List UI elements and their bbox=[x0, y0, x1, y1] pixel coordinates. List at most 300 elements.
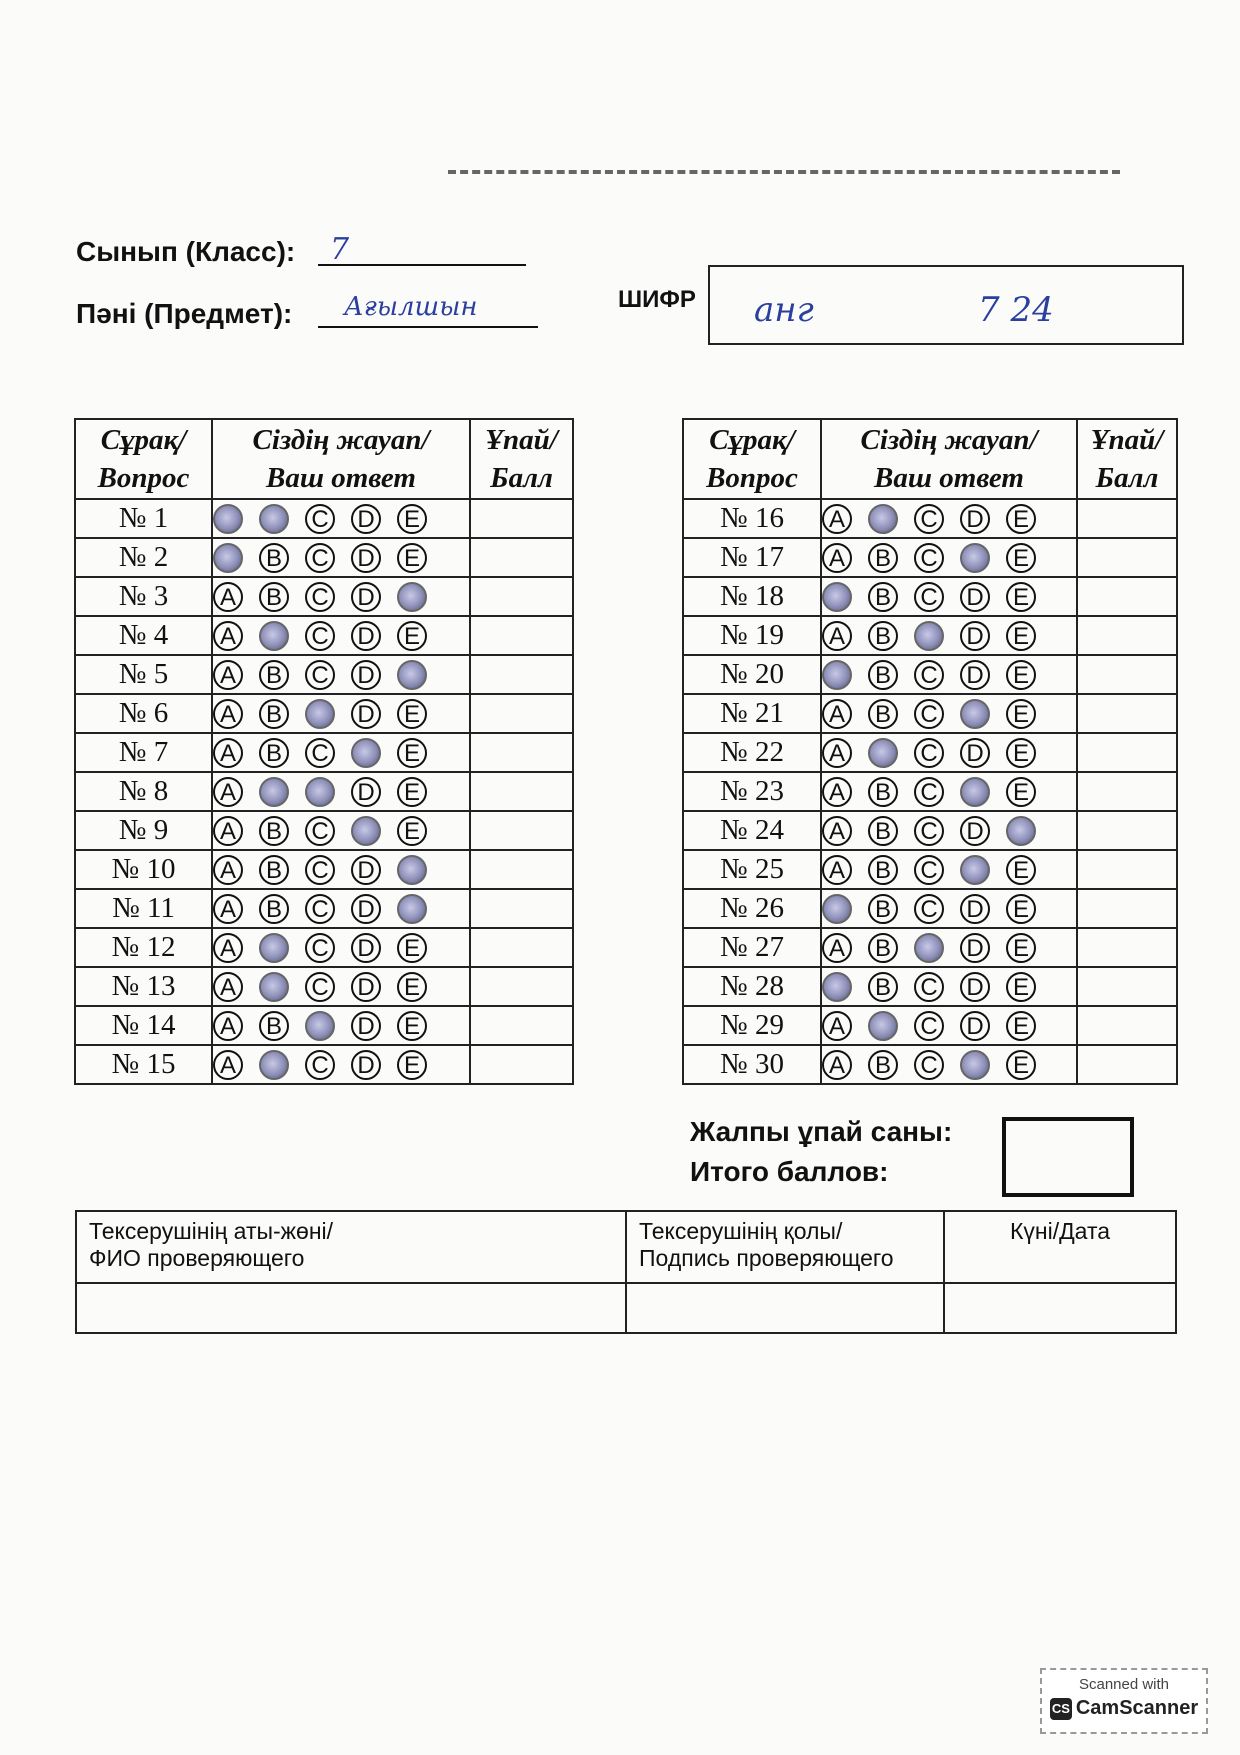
question-number: № 19 bbox=[683, 616, 821, 655]
answer-options bbox=[821, 889, 1077, 928]
answer-bubble-e[interactable] bbox=[1006, 816, 1036, 846]
question-number: № 29 bbox=[683, 1006, 821, 1045]
answer-bubble-d[interactable]: D bbox=[960, 933, 990, 963]
answer-bubble-c[interactable]: C bbox=[914, 1011, 944, 1041]
answer-options bbox=[212, 616, 470, 655]
answer-bubble-c[interactable] bbox=[305, 777, 335, 807]
answer-bubble-d[interactable]: D bbox=[351, 894, 381, 924]
answer-bubble-e[interactable]: E bbox=[397, 1050, 427, 1080]
answer-bubble-d[interactable]: D bbox=[960, 738, 990, 768]
answer-bubble-c[interactable]: C bbox=[305, 504, 335, 534]
total-score-box[interactable] bbox=[1002, 1117, 1134, 1197]
answer-bubble-a[interactable]: A bbox=[213, 1011, 243, 1041]
answer-bubble-c[interactable]: C bbox=[305, 816, 335, 846]
camscanner-logo-icon: CS bbox=[1050, 1698, 1072, 1720]
score-cell[interactable] bbox=[1077, 889, 1177, 928]
subject-value[interactable]: Ағылшын bbox=[344, 292, 478, 322]
score-cell[interactable] bbox=[470, 577, 573, 616]
answer-bubble-b[interactable]: B bbox=[868, 660, 898, 690]
stamp-line1: Scanned with bbox=[1078, 1676, 1170, 1693]
answer-bubble-a[interactable]: A bbox=[213, 738, 243, 768]
answer-row bbox=[683, 499, 1177, 538]
answer-bubble-c[interactable]: C bbox=[305, 1050, 335, 1080]
answer-row bbox=[75, 655, 573, 694]
answer-bubble-b[interactable] bbox=[259, 972, 289, 1002]
answer-bubble-b[interactable]: B bbox=[868, 816, 898, 846]
question-number: № 12 bbox=[75, 928, 212, 967]
score-cell[interactable] bbox=[470, 1045, 573, 1084]
answer-bubble-b[interactable]: B bbox=[868, 621, 898, 651]
answer-bubble-e[interactable]: E bbox=[1006, 972, 1036, 1002]
answer-options bbox=[821, 577, 1077, 616]
answer-row bbox=[75, 1006, 573, 1045]
col-header-score: Ұпай/ Балл bbox=[1077, 419, 1177, 499]
answer-bubble-b[interactable]: B bbox=[868, 582, 898, 612]
subject-line bbox=[318, 326, 538, 328]
score-cell[interactable] bbox=[1077, 577, 1177, 616]
answer-bubble-d[interactable]: D bbox=[351, 504, 381, 534]
score-cell[interactable] bbox=[1077, 850, 1177, 889]
answer-bubble-a[interactable]: A bbox=[213, 777, 243, 807]
answer-bubble-b[interactable] bbox=[259, 933, 289, 963]
answer-bubble-e[interactable]: E bbox=[1006, 621, 1036, 651]
answer-bubble-b[interactable]: B bbox=[259, 855, 289, 885]
question-number: № 23 bbox=[683, 772, 821, 811]
answer-bubble-e[interactable]: E bbox=[1006, 1050, 1036, 1080]
question-number: № 8 bbox=[75, 772, 212, 811]
answer-bubble-e[interactable]: E bbox=[1006, 660, 1036, 690]
answer-bubble-c[interactable]: C bbox=[914, 816, 944, 846]
answer-bubble-d[interactable]: D bbox=[960, 816, 990, 846]
answer-bubble-a[interactable]: A bbox=[822, 1050, 852, 1080]
answer-bubble-d[interactable]: D bbox=[351, 699, 381, 729]
cipher-value-1: анг bbox=[754, 290, 814, 330]
answer-options bbox=[212, 1045, 470, 1084]
answer-bubble-c[interactable]: C bbox=[914, 582, 944, 612]
score-cell[interactable] bbox=[470, 811, 573, 850]
question-number: № 22 bbox=[683, 733, 821, 772]
score-cell[interactable] bbox=[470, 499, 573, 538]
checker-table bbox=[75, 1210, 1177, 1334]
answer-bubble-b[interactable] bbox=[868, 1011, 898, 1041]
answer-bubble-e[interactable]: E bbox=[397, 933, 427, 963]
answer-bubble-b[interactable]: B bbox=[259, 582, 289, 612]
answer-bubble-e[interactable]: E bbox=[1006, 699, 1036, 729]
answer-bubble-e[interactable] bbox=[397, 660, 427, 690]
score-cell[interactable] bbox=[1077, 967, 1177, 1006]
answer-bubble-e[interactable]: E bbox=[1006, 543, 1036, 573]
total-label-ru: Итого баллов: bbox=[690, 1156, 889, 1187]
answer-bubble-b[interactable]: B bbox=[259, 738, 289, 768]
answer-bubble-b[interactable] bbox=[868, 504, 898, 534]
answer-row bbox=[683, 538, 1177, 577]
answer-bubble-d[interactable] bbox=[351, 816, 381, 846]
answer-options bbox=[212, 928, 470, 967]
answer-bubble-e[interactable]: E bbox=[1006, 1011, 1036, 1041]
answer-bubble-d[interactable] bbox=[960, 1050, 990, 1080]
answer-bubble-a[interactable]: A bbox=[822, 543, 852, 573]
answer-bubble-d[interactable]: D bbox=[351, 582, 381, 612]
answer-bubble-c[interactable]: C bbox=[914, 972, 944, 1002]
answer-options bbox=[212, 655, 470, 694]
answer-bubble-e[interactable]: E bbox=[397, 972, 427, 1002]
answer-bubble-b[interactable] bbox=[259, 621, 289, 651]
answer-bubble-c[interactable]: C bbox=[914, 894, 944, 924]
answer-bubble-c[interactable] bbox=[305, 699, 335, 729]
answer-bubble-b[interactable]: B bbox=[868, 933, 898, 963]
camscanner-stamp bbox=[1040, 1668, 1208, 1734]
checker-date-header: Күні/Дата bbox=[944, 1211, 1176, 1283]
score-cell[interactable] bbox=[1077, 1006, 1177, 1045]
score-cell[interactable] bbox=[1077, 694, 1177, 733]
question-number: № 10 bbox=[75, 850, 212, 889]
answer-bubble-c[interactable]: C bbox=[914, 777, 944, 807]
answer-bubble-c[interactable]: C bbox=[914, 1050, 944, 1080]
answer-row bbox=[683, 694, 1177, 733]
score-cell[interactable] bbox=[1077, 733, 1177, 772]
answer-bubble-a[interactable] bbox=[822, 894, 852, 924]
answer-bubble-c[interactable]: C bbox=[914, 738, 944, 768]
answer-options bbox=[212, 538, 470, 577]
score-cell[interactable] bbox=[1077, 928, 1177, 967]
answer-row bbox=[75, 499, 573, 538]
answer-row bbox=[683, 772, 1177, 811]
score-cell[interactable] bbox=[1077, 616, 1177, 655]
checker-signature-header: Тексерушінің қолы/ Подпись проверяющего bbox=[626, 1211, 944, 1283]
answer-options bbox=[821, 928, 1077, 967]
answer-bubble-d[interactable]: D bbox=[351, 933, 381, 963]
answer-bubble-e[interactable] bbox=[397, 582, 427, 612]
answer-bubble-a[interactable]: A bbox=[213, 1050, 243, 1080]
checker-signature-cell[interactable] bbox=[626, 1283, 944, 1333]
answer-row bbox=[683, 733, 1177, 772]
question-number: № 3 bbox=[75, 577, 212, 616]
answer-bubble-a[interactable]: A bbox=[213, 855, 243, 885]
answer-options bbox=[821, 1045, 1077, 1084]
answer-bubble-a[interactable] bbox=[822, 972, 852, 1002]
question-number: № 7 bbox=[75, 733, 212, 772]
answer-row bbox=[75, 889, 573, 928]
stamp-line2: CS CamScanner bbox=[1051, 1697, 1199, 1719]
score-cell[interactable] bbox=[470, 694, 573, 733]
answer-bubble-d[interactable]: D bbox=[351, 543, 381, 573]
answer-bubble-c[interactable]: C bbox=[914, 543, 944, 573]
answer-bubble-b[interactable] bbox=[259, 777, 289, 807]
answer-bubble-e[interactable]: E bbox=[397, 816, 427, 846]
answer-options bbox=[212, 811, 470, 850]
score-cell[interactable] bbox=[470, 616, 573, 655]
answer-bubble-c[interactable]: C bbox=[305, 933, 335, 963]
question-number: № 15 bbox=[75, 1045, 212, 1084]
answer-bubble-b[interactable]: B bbox=[259, 543, 289, 573]
answer-bubble-d[interactable] bbox=[351, 738, 381, 768]
answer-row bbox=[75, 538, 573, 577]
answer-row bbox=[75, 811, 573, 850]
answer-bubble-d[interactable]: D bbox=[960, 972, 990, 1002]
answer-bubble-a[interactable]: A bbox=[213, 582, 243, 612]
answer-bubble-a[interactable]: A bbox=[822, 1011, 852, 1041]
answer-options bbox=[821, 616, 1077, 655]
answer-bubble-c[interactable] bbox=[914, 933, 944, 963]
answer-row bbox=[683, 811, 1177, 850]
answer-bubble-a[interactable]: A bbox=[822, 504, 852, 534]
answer-bubble-b[interactable] bbox=[868, 738, 898, 768]
answer-bubble-c[interactable]: C bbox=[914, 660, 944, 690]
answer-bubble-c[interactable] bbox=[914, 621, 944, 651]
score-cell[interactable] bbox=[470, 928, 573, 967]
score-cell[interactable] bbox=[1077, 1045, 1177, 1084]
answer-options bbox=[212, 733, 470, 772]
answer-bubble-a[interactable]: A bbox=[822, 933, 852, 963]
checker-name-header: Тексерушінің аты-жөні/ ФИО проверяющего bbox=[76, 1211, 626, 1283]
question-number: № 1 bbox=[75, 499, 212, 538]
answer-bubble-e[interactable]: E bbox=[397, 777, 427, 807]
answer-row bbox=[683, 616, 1177, 655]
col-header-question: Сұрақ/ Вопрос bbox=[75, 419, 212, 499]
question-number: № 11 bbox=[75, 889, 212, 928]
question-number: № 5 bbox=[75, 655, 212, 694]
answer-bubble-c[interactable]: C bbox=[305, 660, 335, 690]
answer-bubble-d[interactable]: D bbox=[960, 660, 990, 690]
answer-options bbox=[212, 772, 470, 811]
answer-bubble-a[interactable]: A bbox=[213, 621, 243, 651]
answer-bubble-e[interactable]: E bbox=[1006, 738, 1036, 768]
answer-options bbox=[212, 889, 470, 928]
answer-bubble-e[interactable]: E bbox=[397, 621, 427, 651]
answer-row bbox=[75, 967, 573, 1006]
answer-row bbox=[75, 733, 573, 772]
answer-bubble-a[interactable]: A bbox=[213, 972, 243, 1002]
answer-bubble-e[interactable]: E bbox=[397, 504, 427, 534]
class-label: Сынып (Класс): bbox=[76, 236, 296, 267]
answer-bubble-e[interactable]: E bbox=[1006, 894, 1036, 924]
answer-bubble-c[interactable]: C bbox=[305, 621, 335, 651]
answer-row bbox=[75, 694, 573, 733]
question-number: № 16 bbox=[683, 499, 821, 538]
class-line bbox=[318, 264, 526, 266]
answer-bubble-d[interactable]: D bbox=[960, 894, 990, 924]
answer-bubble-a[interactable]: A bbox=[213, 816, 243, 846]
question-number: № 28 bbox=[683, 967, 821, 1006]
answer-bubble-d[interactable]: D bbox=[351, 660, 381, 690]
score-cell[interactable] bbox=[1077, 499, 1177, 538]
answer-bubble-a[interactable]: A bbox=[822, 699, 852, 729]
answer-bubble-b[interactable]: B bbox=[259, 816, 289, 846]
answer-bubble-b[interactable]: B bbox=[259, 699, 289, 729]
answer-bubble-a[interactable]: A bbox=[822, 816, 852, 846]
answer-bubble-a[interactable]: A bbox=[822, 777, 852, 807]
answer-bubble-c[interactable]: C bbox=[914, 855, 944, 885]
question-number: № 13 bbox=[75, 967, 212, 1006]
answer-bubble-d[interactable]: D bbox=[351, 777, 381, 807]
answer-row bbox=[683, 577, 1177, 616]
score-cell[interactable] bbox=[470, 772, 573, 811]
answer-bubble-c[interactable]: C bbox=[305, 894, 335, 924]
score-cell[interactable] bbox=[470, 1006, 573, 1045]
answer-bubble-e[interactable]: E bbox=[1006, 855, 1036, 885]
answer-row bbox=[75, 577, 573, 616]
answer-bubble-c[interactable] bbox=[305, 1011, 335, 1041]
answer-options bbox=[821, 733, 1077, 772]
answer-bubble-a[interactable] bbox=[822, 660, 852, 690]
answer-table-right bbox=[682, 418, 1178, 1085]
answer-row bbox=[683, 655, 1177, 694]
col-header-score: Ұпай/ Балл bbox=[470, 419, 573, 499]
answer-bubble-b[interactable] bbox=[259, 504, 289, 534]
answer-bubble-d[interactable] bbox=[960, 777, 990, 807]
answer-bubble-a[interactable] bbox=[213, 543, 243, 573]
answer-options bbox=[821, 967, 1077, 1006]
answer-row bbox=[683, 889, 1177, 928]
answer-bubble-b[interactable]: B bbox=[868, 543, 898, 573]
answer-bubble-b[interactable]: B bbox=[868, 699, 898, 729]
question-number: № 25 bbox=[683, 850, 821, 889]
answer-options bbox=[821, 772, 1077, 811]
answer-bubble-a[interactable]: A bbox=[213, 660, 243, 690]
answer-bubble-c[interactable]: C bbox=[305, 972, 335, 1002]
answer-bubble-d[interactable]: D bbox=[351, 1050, 381, 1080]
answer-bubble-e[interactable]: E bbox=[397, 543, 427, 573]
answer-bubble-e[interactable]: E bbox=[397, 699, 427, 729]
answer-bubble-e[interactable] bbox=[397, 894, 427, 924]
answer-bubble-c[interactable]: C bbox=[914, 504, 944, 534]
answer-bubble-b[interactable] bbox=[259, 1050, 289, 1080]
answer-row bbox=[683, 1045, 1177, 1084]
answer-bubble-e[interactable]: E bbox=[397, 738, 427, 768]
answer-bubble-b[interactable]: B bbox=[259, 660, 289, 690]
answer-options bbox=[821, 655, 1077, 694]
score-cell[interactable] bbox=[1077, 772, 1177, 811]
answer-bubble-b[interactable]: B bbox=[259, 894, 289, 924]
answer-bubble-b[interactable]: B bbox=[868, 777, 898, 807]
answer-bubble-c[interactable]: C bbox=[914, 699, 944, 729]
question-number: № 2 bbox=[75, 538, 212, 577]
answer-bubble-a[interactable] bbox=[822, 582, 852, 612]
class-value[interactable]: 7 bbox=[330, 232, 350, 267]
answer-options bbox=[821, 850, 1077, 889]
answer-row bbox=[683, 1006, 1177, 1045]
question-number: № 6 bbox=[75, 694, 212, 733]
total-label-kz: Жалпы ұпай саны: bbox=[690, 1116, 953, 1147]
answer-row bbox=[75, 772, 573, 811]
answer-row bbox=[683, 928, 1177, 967]
answer-bubble-d[interactable] bbox=[960, 699, 990, 729]
answer-options bbox=[212, 1006, 470, 1045]
answer-table-left bbox=[74, 418, 574, 1085]
answer-bubble-d[interactable]: D bbox=[960, 504, 990, 534]
score-cell[interactable] bbox=[1077, 811, 1177, 850]
answer-bubble-d[interactable]: D bbox=[960, 621, 990, 651]
answer-bubble-c[interactable]: C bbox=[305, 582, 335, 612]
answer-options bbox=[212, 850, 470, 889]
answer-bubble-d[interactable] bbox=[960, 543, 990, 573]
cipher-value-2: 7 24 bbox=[978, 290, 1054, 330]
answer-options bbox=[212, 967, 470, 1006]
question-number: № 20 bbox=[683, 655, 821, 694]
question-number: № 21 bbox=[683, 694, 821, 733]
score-cell[interactable] bbox=[470, 733, 573, 772]
answer-options bbox=[821, 694, 1077, 733]
question-number: № 27 bbox=[683, 928, 821, 967]
answer-bubble-d[interactable]: D bbox=[351, 972, 381, 1002]
answer-bubble-a[interactable]: A bbox=[822, 738, 852, 768]
answer-bubble-c[interactable]: C bbox=[305, 543, 335, 573]
answer-bubble-e[interactable]: E bbox=[1006, 933, 1036, 963]
answer-bubble-a[interactable]: A bbox=[213, 933, 243, 963]
cut-line bbox=[448, 170, 1120, 174]
col-header-answer: Сіздің жауап/ Ваш ответ bbox=[821, 419, 1077, 499]
answer-bubble-a[interactable] bbox=[213, 504, 243, 534]
score-cell[interactable] bbox=[470, 889, 573, 928]
answer-options bbox=[821, 538, 1077, 577]
question-number: № 9 bbox=[75, 811, 212, 850]
answer-bubble-d[interactable] bbox=[960, 855, 990, 885]
answer-row bbox=[75, 850, 573, 889]
answer-bubble-b[interactable]: B bbox=[259, 1011, 289, 1041]
score-cell[interactable] bbox=[470, 655, 573, 694]
answer-bubble-b[interactable]: B bbox=[868, 894, 898, 924]
answer-bubble-e[interactable]: E bbox=[1006, 582, 1036, 612]
answer-bubble-e[interactable]: E bbox=[397, 1011, 427, 1041]
answer-bubble-d[interactable]: D bbox=[960, 1011, 990, 1041]
answer-bubble-d[interactable]: D bbox=[351, 855, 381, 885]
answer-bubble-b[interactable]: B bbox=[868, 1050, 898, 1080]
answer-bubble-b[interactable]: B bbox=[868, 972, 898, 1002]
answer-row bbox=[683, 967, 1177, 1006]
col-header-answer: Сіздің жауап/ Ваш ответ bbox=[212, 419, 470, 499]
answer-bubble-e[interactable]: E bbox=[1006, 777, 1036, 807]
answer-bubble-a[interactable]: A bbox=[213, 699, 243, 729]
answer-bubble-c[interactable]: C bbox=[305, 738, 335, 768]
answer-row bbox=[683, 850, 1177, 889]
answer-options bbox=[212, 577, 470, 616]
question-number: № 26 bbox=[683, 889, 821, 928]
question-number: № 17 bbox=[683, 538, 821, 577]
answer-bubble-a[interactable]: A bbox=[213, 894, 243, 924]
answer-options bbox=[821, 811, 1077, 850]
question-number: № 14 bbox=[75, 1006, 212, 1045]
question-number: № 4 bbox=[75, 616, 212, 655]
score-cell[interactable] bbox=[1077, 538, 1177, 577]
score-cell[interactable] bbox=[470, 967, 573, 1006]
answer-row bbox=[75, 616, 573, 655]
checker-name-cell[interactable] bbox=[76, 1283, 626, 1333]
score-cell[interactable] bbox=[470, 538, 573, 577]
col-header-question: Сұрақ/ Вопрос bbox=[683, 419, 821, 499]
answer-bubble-d[interactable]: D bbox=[351, 1011, 381, 1041]
answer-bubble-b[interactable]: B bbox=[868, 855, 898, 885]
score-cell[interactable] bbox=[1077, 655, 1177, 694]
answer-options bbox=[821, 1006, 1077, 1045]
cipher-label: ШИФР bbox=[618, 286, 696, 313]
answer-options bbox=[212, 694, 470, 733]
answer-bubble-e[interactable] bbox=[397, 855, 427, 885]
question-number: № 24 bbox=[683, 811, 821, 850]
checker-date-cell[interactable] bbox=[944, 1283, 1176, 1333]
answer-bubble-d[interactable]: D bbox=[351, 621, 381, 651]
answer-options bbox=[212, 499, 470, 538]
answer-options bbox=[821, 499, 1077, 538]
answer-bubble-c[interactable]: C bbox=[305, 855, 335, 885]
question-number: № 30 bbox=[683, 1045, 821, 1084]
subject-label: Пәні (Предмет): bbox=[76, 298, 293, 329]
answer-bubble-d[interactable]: D bbox=[960, 582, 990, 612]
answer-bubble-a[interactable]: A bbox=[822, 621, 852, 651]
score-cell[interactable] bbox=[470, 850, 573, 889]
question-number: № 18 bbox=[683, 577, 821, 616]
answer-bubble-a[interactable]: A bbox=[822, 855, 852, 885]
answer-bubble-e[interactable]: E bbox=[1006, 504, 1036, 534]
